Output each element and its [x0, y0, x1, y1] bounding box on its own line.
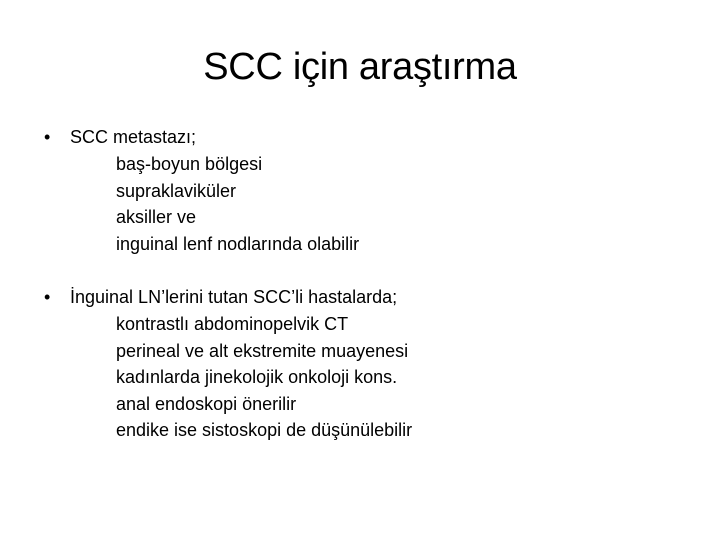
bullet-section-scc-metastasis [44, 124, 359, 257]
sub-line: baş-boyun bölgesi [116, 154, 263, 174]
sub-line: kadınlarda jinekolojik onkoloji kons. [116, 367, 398, 387]
sub-line: inguinal lenf nodlarında olabilir [116, 233, 360, 254]
bullet-heading: İnguinal LN’lerini tutan SCC’li hastalarda; [70, 287, 398, 307]
bullet-item [44, 124, 359, 151]
sub-line: endike ise sistoskopi de düşünülebilir [116, 420, 413, 440]
sub-line: aksiller ve [116, 207, 197, 227]
slide-title: SCC için araştırma [203, 46, 517, 88]
sub-line: anal endoskopi önerilir [116, 393, 297, 414]
sub-line: supraklaviküler [116, 180, 237, 201]
bullet-heading: SCC metastazı; [70, 127, 197, 147]
bullet-section-inguinal-ln [44, 284, 412, 444]
bullet-icon: • [44, 127, 51, 147]
bullet-item [44, 284, 412, 311]
sub-line: perineal ve alt ekstremite muayenesi [116, 340, 409, 361]
sub-line: kontrastlı abdominopelvik CT [116, 314, 349, 334]
bullet-icon: • [44, 287, 51, 307]
